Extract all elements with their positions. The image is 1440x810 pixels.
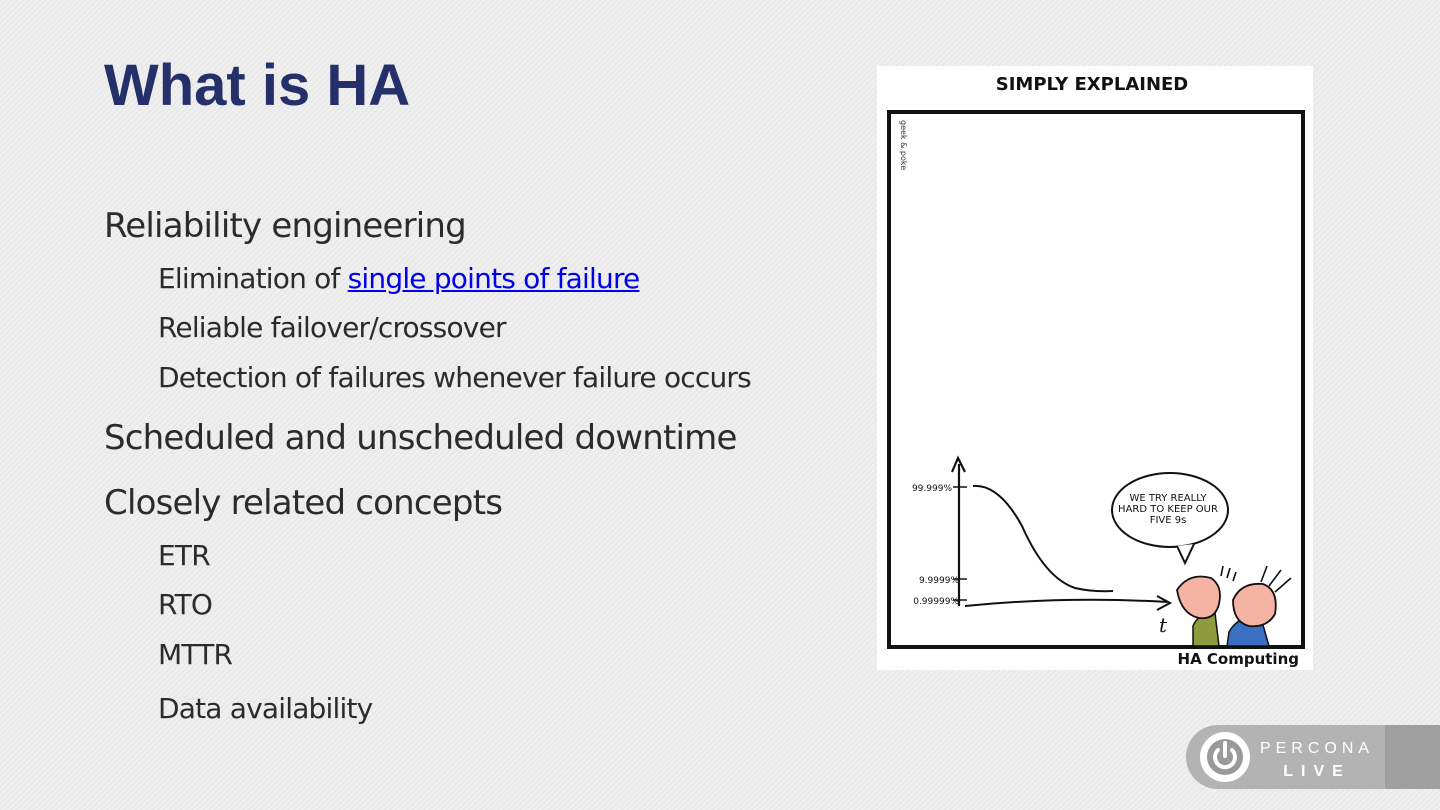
comic-credit: geek & poke [899,120,908,171]
speech-bubble-tail [1177,544,1194,563]
y-label-bottom: 0.99999% [913,597,959,607]
percona-live-logo-graphic [1185,724,1440,790]
comic-caption: HA Computing [1177,650,1299,668]
sub-bullet-elimination [158,262,639,295]
comic-panel-frame [889,112,1303,647]
logo-text-live: LIVE [1283,763,1351,780]
comic-characters [1177,566,1291,646]
x-axis-label: t [1158,613,1168,637]
sub-bullet-elimination-text: Elimination of [158,262,348,295]
comic-image [877,66,1313,670]
comic-title: SIMPLY EXPLAINED [995,74,1189,95]
y-label-middle: 9.9999% [918,576,959,586]
power-icon [1200,732,1250,782]
slide-title: What is HA [104,53,411,118]
logo-text-percona: PERCONA [1259,740,1375,757]
comic-drawing [877,66,1313,670]
sub-bullet-detection: Detection of failures whenever failure occurs [158,361,751,394]
bullet-related-concepts: Closely related concepts [104,483,503,523]
x-axis-arrow [965,596,1170,610]
percona-live-logo [1185,724,1440,790]
bullet-downtime: Scheduled and unscheduled downtime [104,418,737,458]
sub-bullet-rto: RTO [158,588,213,621]
bullet-reliability-engineering: Reliability engineering [104,206,466,246]
sub-bullet-data-availability: Data availability [158,692,373,725]
single-points-of-failure-link[interactable]: single points of failure [347,262,640,295]
sub-bullet-etr: ETR [158,539,210,572]
y-label-top: 99.999% [911,484,952,494]
logo-badge-shade [1385,725,1440,789]
decline-curve [973,486,1113,591]
speech-line-3: FIVE 9s [1149,515,1187,526]
sub-bullet-mttr: MTTR [158,638,233,671]
speech-line-2: HARD TO KEEP OUR [1118,504,1218,515]
sub-bullet-failover: Reliable failover/crossover [158,311,506,344]
speech-line-1: WE TRY REALLY [1129,493,1207,504]
